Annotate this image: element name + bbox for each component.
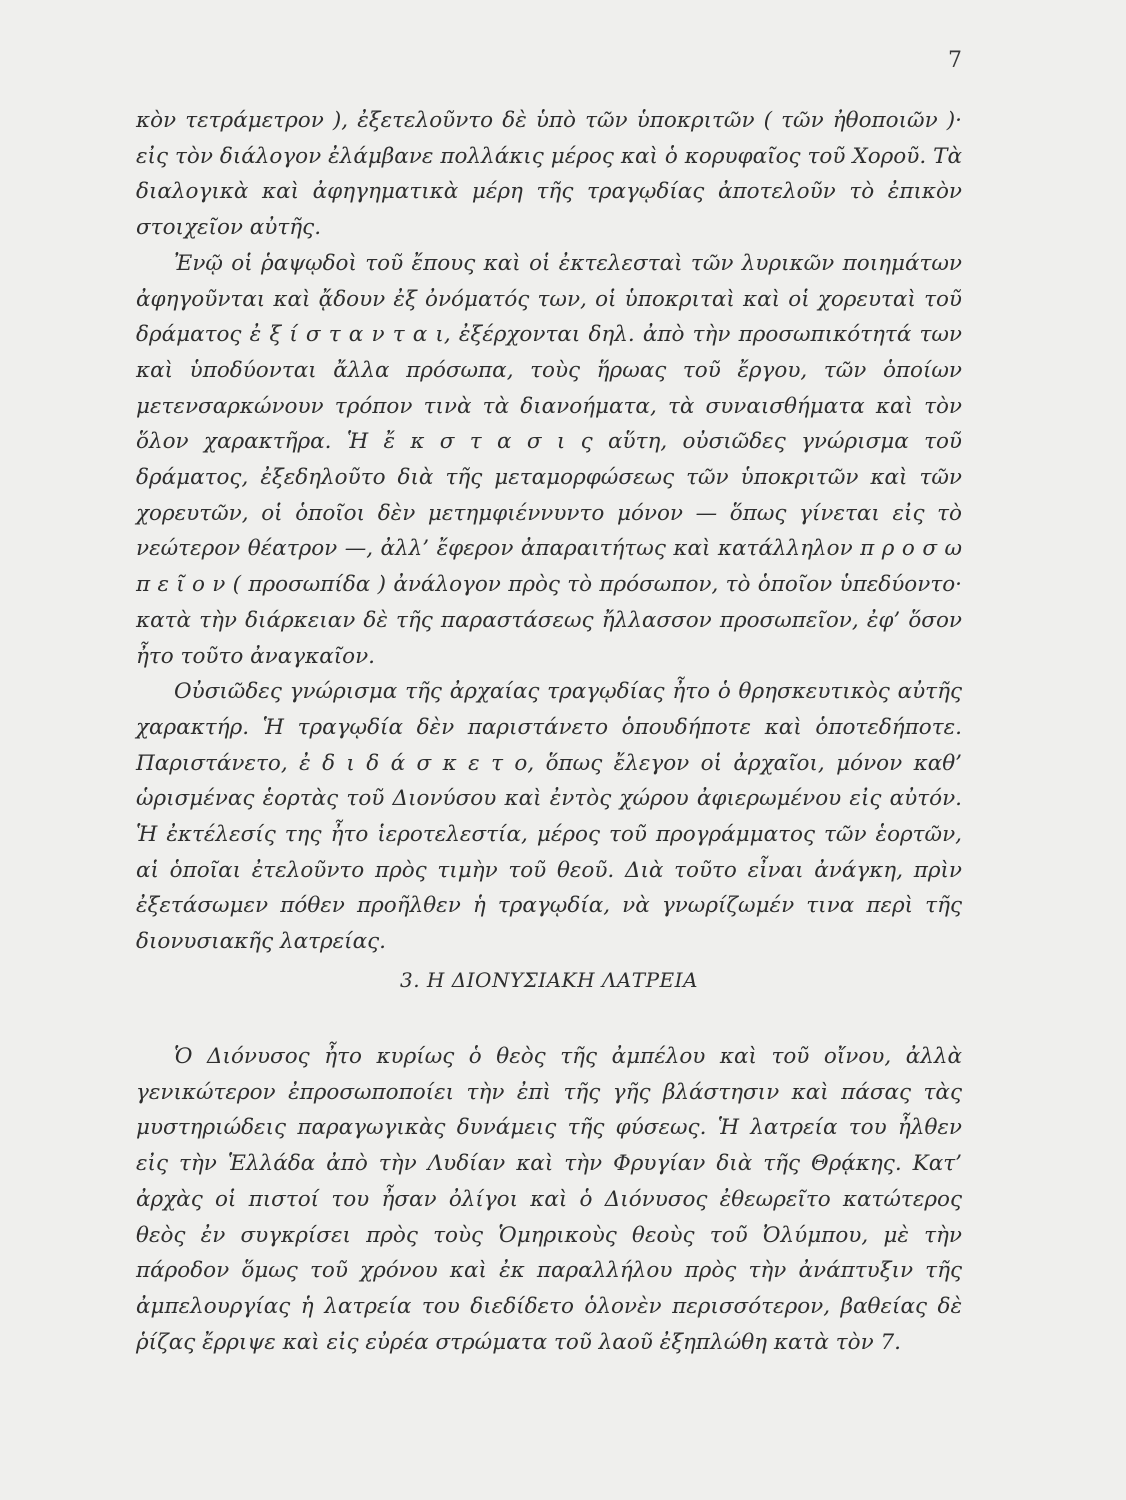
text-block-top [136, 103, 962, 960]
section-heading: 3. Η ΔΙΟΝΥΣΙΑΚΗ ΛΑΤΡΕΙΑ [399, 968, 699, 992]
page-number: 7 [948, 48, 962, 73]
paragraph-dionysus: Ὁ Διόνυσος ἦτο κυρίως ὁ θεὸς τῆς ἀμπέλου καὶ τοῦ οἴνου, ἀλλὰ γενικώτερον ἐπροσωποποίει τὴν ἐπὶ τῆς γῆς βλάστησιν καὶ πάσας τὰς μυστηριώδεις παραγωγικὰς δυνάμεις τῆς φύσεως. Ἡ λατρεία του ἦλθεν εἰς τὴν Ἑλλάδα ἀπὸ τὴν Λυδίαν καὶ τὴν Φρυγίαν διὰ τῆς Θρᾴκης. Κατ’ ἀρχὰς οἱ πιστοί του ἦσαν ὀλίγοι καὶ ὁ Διόνυσος ἐθεωρεῖτο κατώτερος θεὸς ἐν συγκρίσει πρὸς τοὺς Ὁμηρικοὺς θεοὺς τοῦ Ὀλύμπου, μὲ τὴν πάροδον ὅμως τοῦ χρόνου καὶ ἐκ παραλλήλου πρὸς τὴν ἀνάπτυξιν τῆς ἀμπελουργίας ἡ λατρεία του διεδίδετο ὁλονὲν περισσότερον, βαθείας δὲ ῥίζας ἔρριψε καὶ εἰς εὐρέα στρώματα τοῦ λαοῦ ἐξηπλώθη κατὰ τὸν 7. [136, 1044, 962, 1355]
paragraph-continuation: κὸν τετράμετρον ), ἐξετελοῦντο δὲ ὑπὸ τῶν ὑποκριτῶν ( τῶν ἠθοποιῶν )· εἰς τὸν διάλογον ἐλάμβανε πολλάκις μέρος καὶ ὁ κορυφαῖος τοῦ Χοροῦ. Τὰ διαλογικὰ καὶ ἀφηγηματικὰ μέρη τῆς τραγῳδίας ἀποτελοῦν τὸ ἐπικὸν στοιχεῖον αὐτῆς. [136, 108, 962, 241]
text-block-bottom [136, 1039, 962, 1360]
paragraph-ekstasis: Ἐνῷ οἱ ῥαψῳδοὶ τοῦ ἔπους καὶ οἱ ἐκτελεσταὶ τῶν λυρικῶν ποιημάτων ἀφηγοῦνται καὶ ᾄδουν ἐξ ὀνόματός των, οἱ ὑποκριταὶ καὶ οἱ χορευταὶ τοῦ δράματος ἐ ξ ί σ τ α ν τ α ι, ἐξέρχονται δηλ. ἀπὸ τὴν προσωπικότητά των καὶ ὑποδύονται ἄλλα πρόσωπα, τοὺς ἥρωας τοῦ ἔργου, τῶν ὁποίων μετενσαρκώνουν τρόπον τινὰ τὰ διανοήματα, τὰ συναισθήματα καὶ τὸν ὅλον χαρακτῆρα. Ἡ ἔ κ σ τ α σ ι ς αὕτη, οὐσιῶδες γνώρισμα τοῦ δράματος, ἐξεδηλοῦτο διὰ τῆς μεταμορφώσεως τῶν ὑποκριτῶν καὶ τῶν χορευτῶν, οἱ ὁποῖοι δὲν μετημφιέννυντο μόνον — ὅπως γίνεται εἰς τὸ νεώτερον θέατρον —, ἀλλ’ ἔφερον ἀπαραιτήτως καὶ κατάλληλον π ρ ο σ ω π ε ῖ ο ν ( προσωπίδα ) ἀνάλογον πρὸς τὸ πρόσωπον, τὸ ὁποῖον ὑπεδύοντο· κατὰ τὴν διάρκειαν δὲ τῆς παραστάσεως ἤλλασσον προσωπεῖον, ἐφ’ ὅσον ἦτο τοῦτο ἀναγκαῖον. [136, 250, 962, 669]
paragraph-religious-character: Οὐσιῶδες γνώρισμα τῆς ἀρχαίας τραγῳδίας ἦτο ὁ θρησκευτικὸς αὐτῆς χαρακτήρ. Ἡ τραγῳδία δὲν παριστάνετο ὁπουδήποτε καὶ ὁποτεδήποτε. Παριστάνετο, ἐ δ ι δ ά σ κ ε τ ο, ὅπως ἔλεγον οἱ ἀρχαῖοι, μόνον καθ’ ὡρισμένας ἑορτὰς τοῦ Διονύσου καὶ ἐντὸς χώρου ἀφιερωμένου εἰς αὐτόν. Ἡ ἐκτέλεσίς της ἦτο ἱεροτελεστία, μέρος τοῦ προγράμματος τῶν ἑορτῶν, αἱ ὁποῖαι ἐτελοῦντο πρὸς τιμὴν τοῦ θεοῦ. Διὰ τοῦτο εἶναι ἀνάγκη, πρὶν ἐξετάσωμεν πόθεν προῆλθεν ἡ τραγῳδία, νὰ γνωρίζωμέν τινα περὶ τῆς διονυσιακῆς λατρείας. [136, 679, 962, 955]
